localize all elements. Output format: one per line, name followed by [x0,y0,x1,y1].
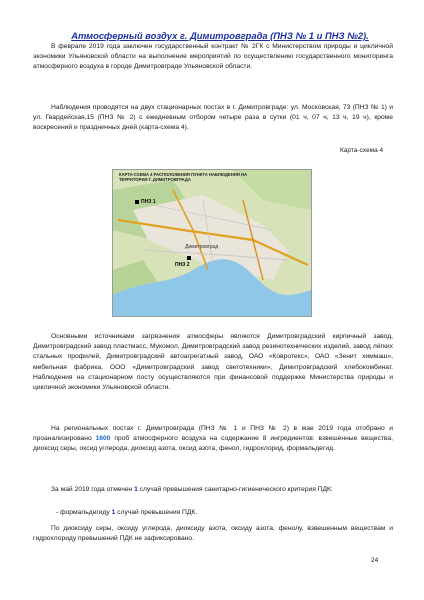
no-exceedance-paragraph: По диоксиду серы, оксиду углерода, диоксиду азота, оксиду азота, фенолу, взвешенным веществам и гидрохлориду превышений ПДК не зафиксировано. [33,525,393,543]
station-1-label: ПНЗ 1 [141,199,156,205]
station-map [112,169,312,317]
exceedance-count: 1 [134,486,138,493]
map-caption: Карта-схема 4 [340,147,384,154]
bullet-text-end: случай превышения ПДК. [115,509,198,516]
exceedance-paragraph [33,485,393,495]
sources-paragraph: Основными источниками загрязнения атмосферы являются Димитровградский кирпичный завод, Димитровградский завод пластмасс, Мукомол, Димитровградский завод резинотехнических изделий, завод лёгких стальных профилей, Димитровградский автоагрегатный завод, ОАО «Ковротекс», ОАО «Зенит химмаш», мебельная фабрика, ООО «Димитровградский завод светотехники», Димитровградский хлебокомбинат. Наблюдения на стационарном посту осуществляются при финансовой поддержке Министерства природы и цикличной экономики Ульяновской области. [33,333,393,392]
samples-paragraph [33,424,393,455]
station-1-marker [135,200,139,204]
page-number: 24 [371,557,379,564]
bullet-text: - формальдегиду [56,509,112,516]
formaldehyde-bullet [56,509,197,516]
station-2-label: ПНЗ 2 [175,262,190,268]
station-2-marker [187,256,191,260]
intro-paragraph: В феврале 2019 года заключен государственный контракт № 2ГК с Министерством природы и цикличной экономики Ульяновской области на выполнение мероприятий по осуществлению государственного мониторинга атмосферного воздуха в городе Димитровграде Ульяновской области. [33,43,393,71]
exceedance-text-end: случай превышения санитарно-гигиенического критерия ПДК: [137,486,333,493]
page-title: Атмосферный воздух г. Димитровграда (ПНЗ № 1 и ПНЗ №2). [71,30,369,41]
samples-text-end: проб атмосферного воздуха на содержание 8 ингредиентов: взвешенные вещества, диоксид серы, оксид углерода, диоксид азота, оксид азота, фенол, гидрохлорид, формальдегид. [33,435,393,453]
samples-text: На региональных постах г. Димитровграда (ПНЗ № 1 и ПНЗ № 2) в мае 2019 года отобрано и проанализировано [33,425,393,443]
stations-paragraph: Наблюдения проводятся на двух стационарных постах в г. Димитровграде: ул. Московская, 73 (ПНЗ № 1) и ул. Гвардейская,15 (ПНЗ № 2) с ежедневным отбором четыре раза в сутки (01 ч, 07 ч, 13 ч, 19 ч), кроме воскресений и праздничных дней (карта-схема 4). [33,104,393,132]
samples-count: 1600 [95,435,111,443]
map-graphic [113,170,311,316]
map-title: КАРТА-СХЕМА 4 РАСПОЛОЖЕНИЯ ПУНКТА НАБЛЮДЕНИЯ НА ТЕРРИТОРИИ Г. ДИМИТРОВГРАДА [119,172,248,182]
exceedance-text: За май 2019 года отмечен [51,486,135,493]
city-label: Димитровград [185,244,219,250]
bullet-count: 1 [111,509,116,516]
